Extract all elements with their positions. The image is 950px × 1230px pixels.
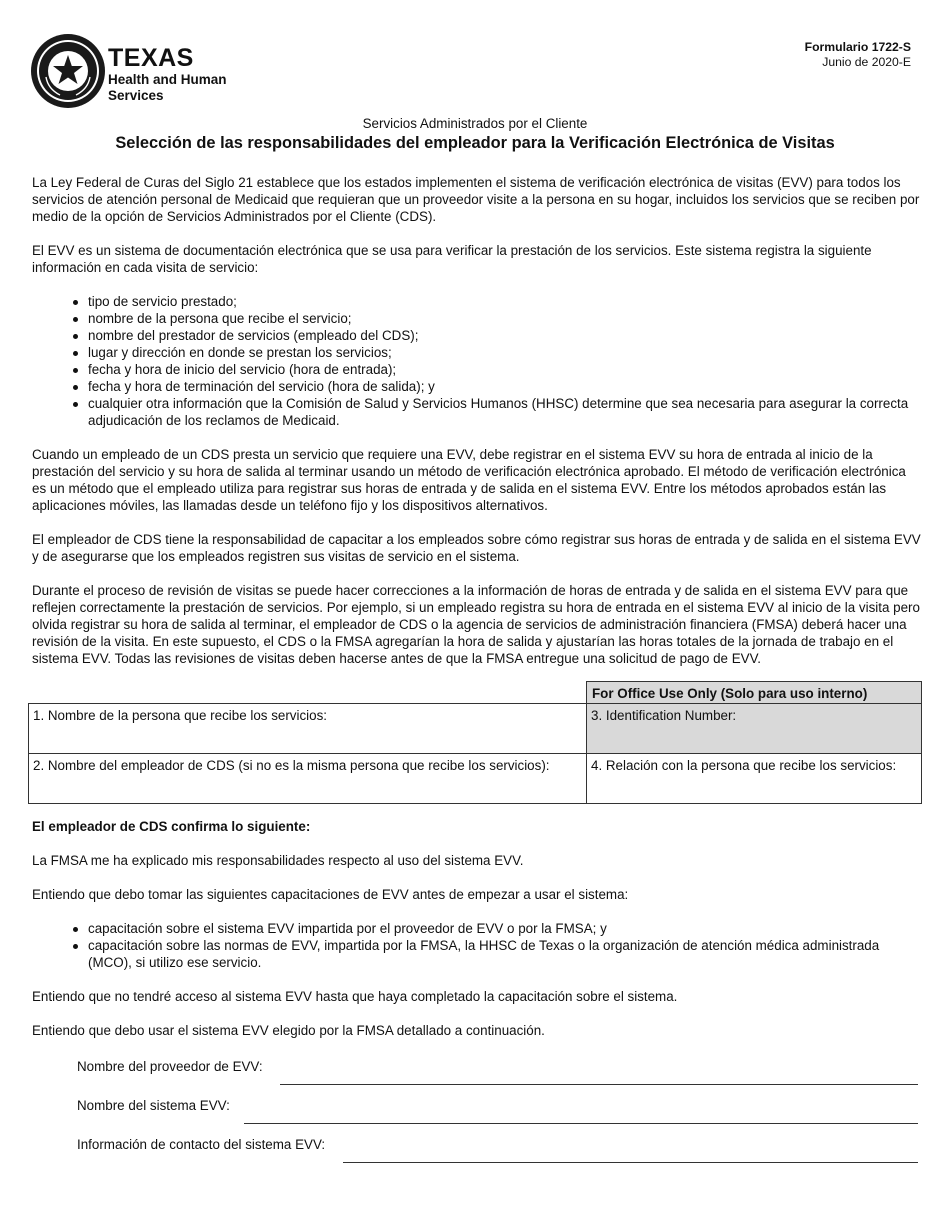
evv-system-input-line[interactable] [244,1123,918,1124]
logo-text [108,45,227,104]
paragraph-3: Cuando un empleado de un CDS presta un servicio que requiere una EVV, debe registrar en el sistema EVV su hora de entrada al inicio de la prestación del servicio y su hora de salida al terminar usando un método de verificación electrónica aprobado. El método de verificación electrónica es un método que el empleado utiliza para registrar sus horas de entrada y de salida en el sistema EVV. Entre los métodos aprobados están las aplicaciones móviles, las llamadas desde un teléfono fijo y los dispositivos alternativos. [32,447,906,513]
list-item: nombre del prestador de servicios (empleado del CDS); [32,327,922,344]
intro-content [32,174,922,684]
evv-info-list [32,293,922,429]
identification-number-field[interactable] [586,703,922,754]
evv-provider-input-line[interactable] [280,1084,918,1085]
confirmation-statement-1: La FMSA me ha explicado mis responsabilidades respecto al uso del sistema EVV. [32,853,524,868]
bullet-icon [73,368,78,373]
evv-contact-label: Información de contacto del sistema EVV: [77,1137,326,1152]
relationship-label: 4. Relación con la persona que recibe los servicios: [591,758,897,773]
training-list [32,920,922,971]
confirmation-statement-4: Entiendo que debo usar el sistema EVV elegido por la FMSA detallado a continuación. [32,1023,545,1038]
texas-seal-icon [30,33,106,109]
office-use-header: For Office Use Only (Solo para uso interno) [586,681,922,704]
logo-line-2: Services [108,88,164,103]
list-item: fecha y hora de terminación del servicio (hora de salida); y [32,378,922,395]
logo-texas: TEXAS [108,44,194,72]
bullet-icon [73,385,78,390]
bullet-icon [73,402,78,407]
identification-number-label: 3. Identification Number: [591,708,737,723]
relationship-field[interactable] [586,753,922,804]
paragraph-2: El EVV es un sistema de documentación electrónica que se usa para verificar la prestación de los servicios. Este sistema registra la siguiente información en cada visita de servicio: [32,243,872,275]
confirmation-section [32,818,922,1056]
list-item: capacitación sobre el sistema EVV impartida por el proveedor de EVV o por la FMSA; y [32,920,922,937]
bullet-icon [73,927,78,932]
page-subtitle: Servicios Administrados por el Cliente [362,116,588,131]
list-item: nombre de la persona que recibe el servicio; [32,310,922,327]
confirmation-statement-2: Entiendo que debo tomar las siguientes capacitaciones de EVV antes de empezar a usar el sistema: [32,887,629,902]
bullet-icon [73,944,78,949]
confirmation-heading: El empleador de CDS confirma lo siguiente: [32,819,311,834]
evv-provider-label: Nombre del proveedor de EVV: [77,1059,263,1074]
confirmation-statement-3: Entiendo que no tendré acceso al sistema EVV hasta que haya completado la capacitación sobre el sistema. [32,989,678,1004]
bullet-icon [73,334,78,339]
hhs-logo [30,33,240,111]
list-item: tipo de servicio prestado; [32,293,922,310]
list-item: lugar y dirección en donde se prestan los servicios; [32,344,922,361]
title-block [0,116,950,153]
evv-system-label: Nombre del sistema EVV: [77,1098,230,1113]
form-number-block [805,40,911,70]
form-number: Formulario 1722-S [804,40,911,54]
form-date: Junio de 2020-E [822,55,911,69]
bullet-icon [73,351,78,356]
paragraph-4: El empleador de CDS tiene la responsabilidad de capacitar a los empleados sobre cómo registrar sus horas de entrada y de salida en el sistema EVV y de asegurarse que los empleados registren sus visitas de servicio en el sistema. [32,532,921,564]
page-title: Selección de las responsabilidades del empleador para la Verificación Electrónica de Visitas [115,134,835,152]
bullet-icon [73,317,78,322]
bullet-icon [73,300,78,305]
paragraph-5: Durante el proceso de revisión de visitas se puede hacer correcciones a la información de horas de entrada y de salida en el sistema EVV para que reflejen correctamente la prestación de servicios. Por ejemplo, si un empleado registra su hora de entrada en el sistema EVV al inicio de la visita pero olvida registrar su hora de salida al terminar, el empleador de CDS o la agencia de servicios de administración financiera (FMSA) deberá hacer una revisión de la visita. En este supuesto, el CDS o la FMSA agregarían la hora de salida y ajustarían las horas totales de la jornada de trabajo en el sistema EVV. Todas las revisiones de visitas deben hacerse antes de que la FMSA entregue una solicitud de pago de EVV. [32,583,920,666]
recipient-name-field[interactable] [28,703,587,754]
employer-name-label: 2. Nombre del empleador de CDS (si no es la misma persona que recibe los servicios): [33,758,550,773]
list-item: fecha y hora de inicio del servicio (hora de entrada); [32,361,922,378]
paragraph-1: La Ley Federal de Curas del Siglo 21 establece que los estados implementen el sistema de verificación electrónica de visitas (EVV) para todos los servicios de atención personal de Medicaid que requieran que un proveedor visite a la persona en su hogar, incluidos los servicios que se reciben por medio de la opción de Servicios Administrados por el Cliente (CDS). [32,175,920,224]
employer-name-field[interactable] [28,753,587,804]
info-form-table [28,681,922,804]
recipient-name-label: 1. Nombre de la persona que recibe los servicios: [33,708,327,723]
list-item: cualquier otra información que la Comisión de Salud y Servicios Humanos (HHSC) determine que sea necesaria para asegurar la correcta adjudicación de los reclamos de Medicaid. [32,395,922,429]
logo-line-1: Health and Human [108,72,227,87]
list-item: capacitación sobre las normas de EVV, impartida por la FMSA, la HHSC de Texas o la organización de atención médica administrada (MCO), si utilizo ese servicio. [32,937,922,971]
evv-contact-input-line[interactable] [343,1162,918,1163]
